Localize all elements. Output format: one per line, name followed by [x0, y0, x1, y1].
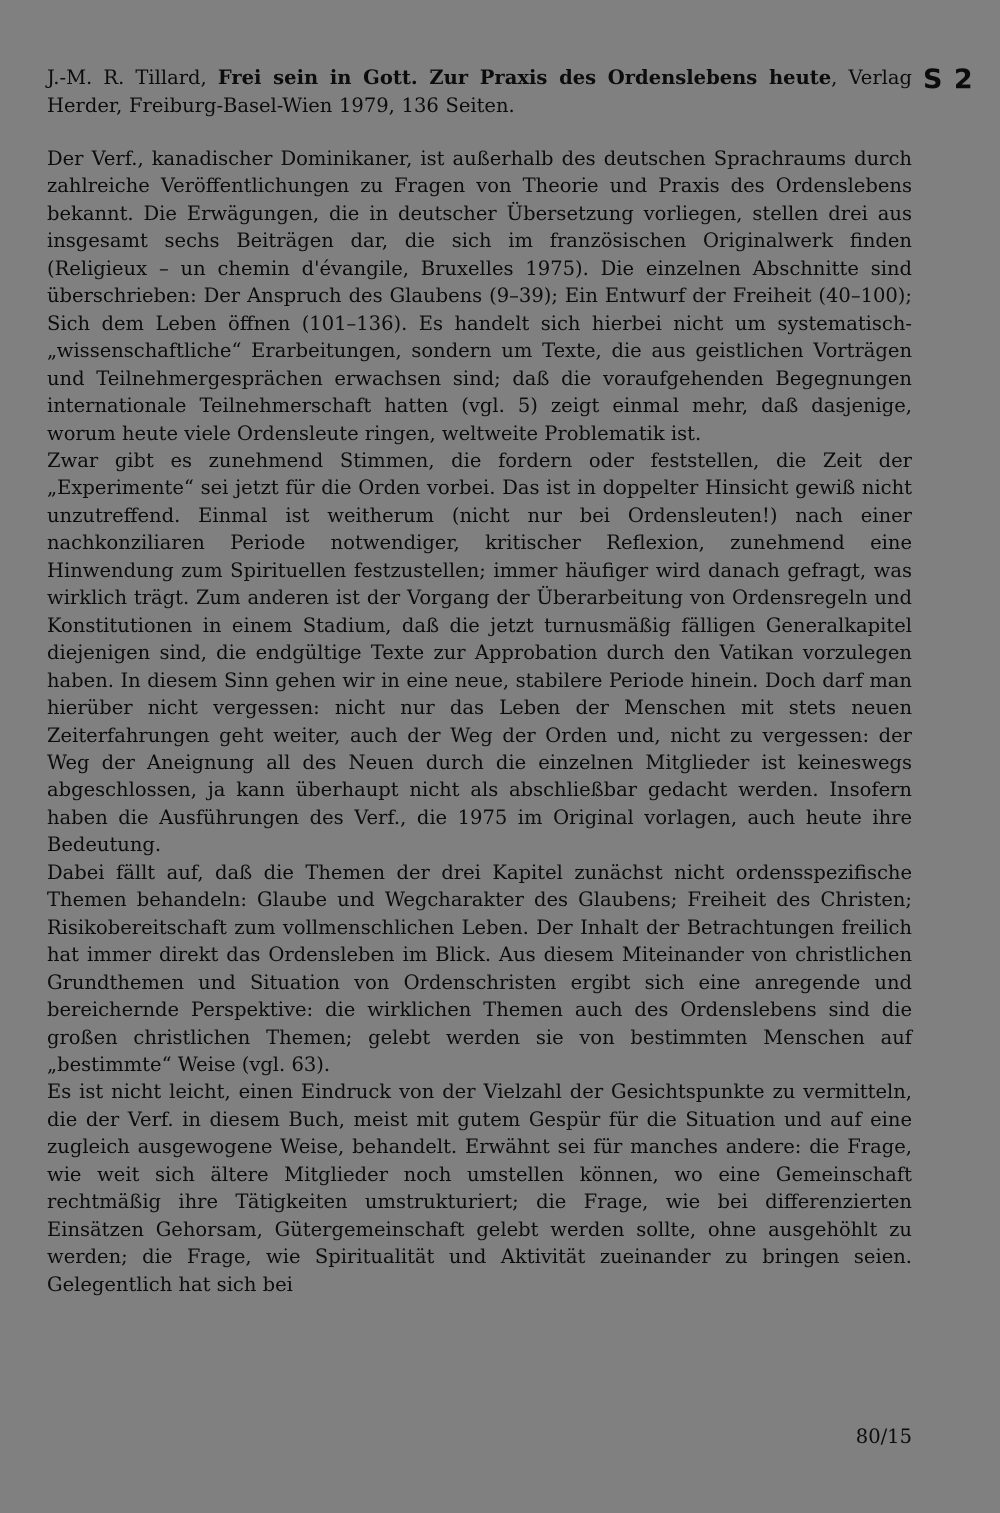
page-number: 80/15	[855, 1425, 912, 1448]
book-title: Frei sein in Gott. Zur Praxis des Ordenslebens heute	[217, 66, 832, 89]
citation-header	[47, 64, 912, 119]
review-body	[47, 145, 912, 1298]
paragraph-2: Zwar gibt es zunehmend Stimmen, die fordern oder feststellen, die Zeit der „Experimente“ sei jetzt für die Orden vorbei. Das ist in doppelter Hinsicht gewiß nicht unzutreffend. Einmal ist weitherum (nicht nur bei Ordensleuten!) nach einer nachkonziliaren Periode notwendiger, kritischer Reflexion, zunehmend eine Hinwendung zum Spirituellen festzustellen; immer häufiger wird danach gefragt, was wirklich trägt. Zum anderen ist der Vorgang der Überarbeitung von Ordensregeln und Konstitutionen in einem Stadium, daß die jetzt turnusmäßig fälligen Generalkapitel diejenigen sind, die endgültige Texte zur Approbation durch den Vatikan vorzulegen haben. In diesem Sinn gehen wir in eine neue, stabilere Periode hinein. Doch darf man hierüber nicht vergessen: nicht nur das Leben der Menschen mit stets neuen Zeiterfahrungen geht weiter, auch der Weg der Orden und, nicht zu vergessen: der Weg der Aneignung all des Neuen durch die einzelnen Mitglieder ist keineswegs abgeschlossen, ja kann überhaupt nicht als abschließbar gedacht werden. Insofern haben die Ausführungen des Verf., die 1975 im Original vorlagen, auch heute ihre Bedeutung.	[47, 448, 912, 857]
book-author: J.-M. R. Tillard,	[47, 66, 218, 89]
paragraph-4: Es ist nicht leicht, einen Eindruck von der Vielzahl der Gesichtspunkte zu vermitteln, die der Verf. in diesem Buch, meist mit gutem Gespür für die Situation und auf eine zugleich ausgewogene Weise, behandelt. Erwähnt sei für manches andere: die Frage, wie weit sich ältere Mitglieder noch umstellen können, wo eine Gemeinschaft rechtmäßig ihre Tätigkeiten umstrukturiert; die Frage, wie bei differenzierten Einsätzen Gehorsam, Gütergemeinschaft gelebt werden sollte, ohne ausgehöhlt zu werden; die Frage, wie Spiritualität und Aktivität zueinander zu bringen seien. Gelegentlich hat sich bei	[47, 1080, 912, 1296]
paragraph-3: Dabei fällt auf, daß die Themen der drei Kapitel zunächst nicht ordensspezifische Themen behandeln: Glaube und Wegcharakter des Glaubens; Freiheit des Christen; Risikobereitschaft zum vollmenschlichen Leben. Der Inhalt der Betrachtungen freilich hat immer direkt das Ordensleben im Blick. Aus diesem Miteinander von christlichen Grundthemen und Situation von Ordenschristen ergibt sich eine anregende und bereichernde Perspektive: die wirklichen Themen auch des Ordenslebens sind die großen christlichen Themen; gelebt werden sie von bestimmten Menschen auf „bestimmte“ Weise (vgl. 63).	[47, 860, 912, 1076]
book-publisher: , Verlag Herder, Freiburg-Basel-Wien 1979, 136 Seiten.	[47, 66, 912, 117]
paragraph-1: Der Verf., kanadischer Dominikaner, ist außerhalb des deutschen Sprachraums durch zahlreiche Veröffentlichungen zu Fragen von Theorie und Praxis des Ordenslebens bekannt. Die Erwägungen, die in deutscher Übersetzung vorliegen, stellen drei aus insgesamt sechs Beiträgen dar, die sich im französischen Originalwerk finden (Religieux – un chemin d'évangile, Bruxelles 1975). Die einzelnen Abschnitte sind überschrieben: Der Anspruch des Glaubens (9–39); Ein Entwurf der Freiheit (40–100); Sich dem Leben öffnen (101–136). Es handelt sich hierbei nicht um systematisch-„wissenschaftliche“ Erarbeitungen, sondern um Texte, die aus geistlichen Vorträgen und Teilnehmergesprächen erwachsen sind; daß die voraufgehenden Begegnungen internationale Teilnehmerschaft hatten (vgl. 5) zeigt einmal mehr, daß dasjenige, worum heute viele Ordensleute ringen, weltweite Problematik ist.	[47, 147, 912, 445]
section-code: S 2	[923, 64, 974, 95]
